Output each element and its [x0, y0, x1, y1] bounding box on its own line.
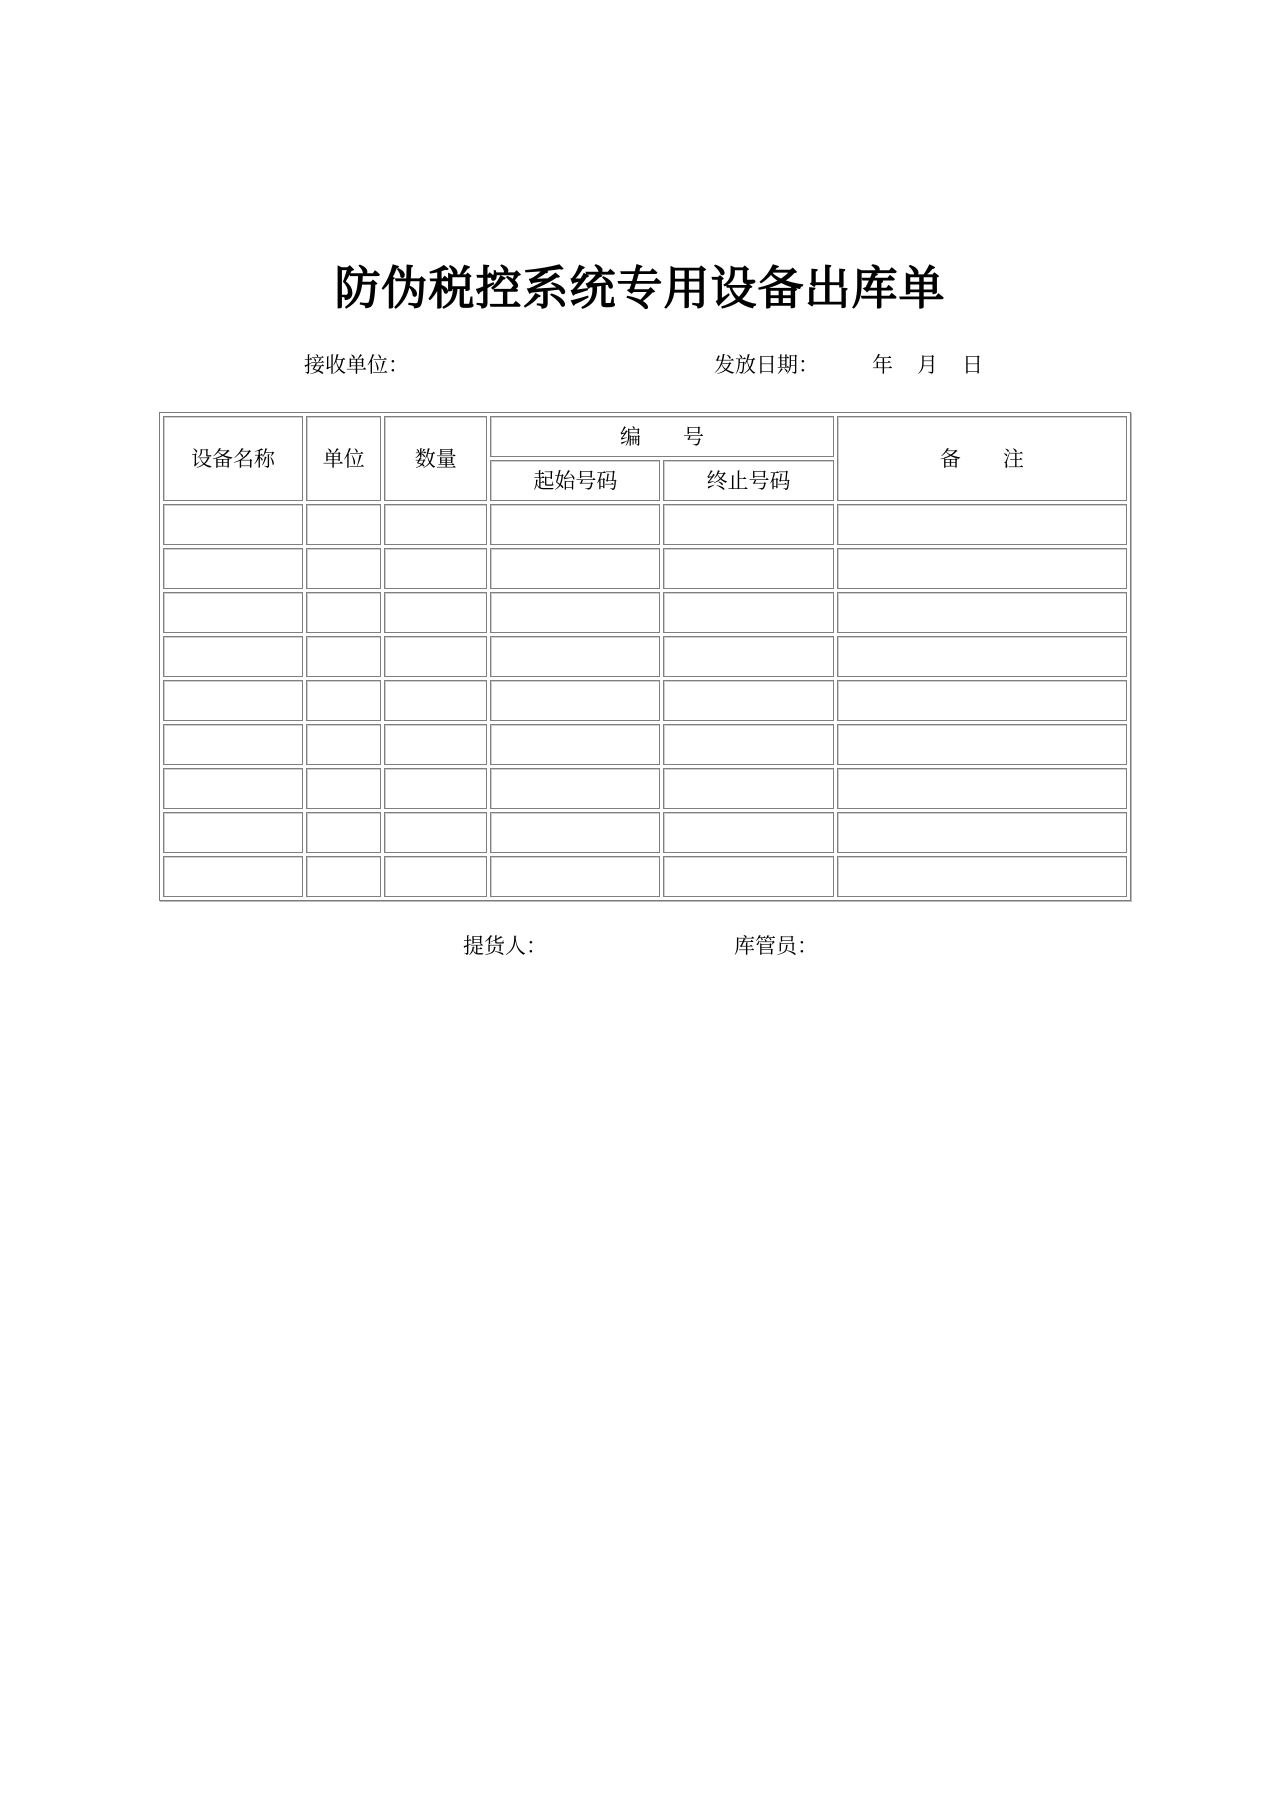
- header-serial-group: 编 号: [490, 416, 833, 457]
- header-quantity: 数量: [384, 416, 487, 501]
- table-row: [163, 768, 1127, 809]
- cell-end-number[interactable]: [663, 636, 833, 677]
- cell-quantity[interactable]: [384, 504, 487, 545]
- cell-remarks[interactable]: [837, 636, 1127, 677]
- cell-device-name[interactable]: [163, 548, 303, 589]
- date-fields: [872, 351, 983, 379]
- cell-unit[interactable]: [306, 680, 381, 721]
- table-row: [163, 636, 1127, 677]
- cell-end-number[interactable]: [663, 504, 833, 545]
- cell-quantity[interactable]: [384, 856, 487, 897]
- cell-start-number[interactable]: [490, 856, 660, 897]
- header-unit: 单位: [306, 416, 381, 501]
- year-label: 年: [872, 353, 893, 377]
- cell-end-number[interactable]: [663, 856, 833, 897]
- cell-unit[interactable]: [306, 724, 381, 765]
- header-remarks: 备 注: [837, 416, 1127, 501]
- cell-remarks[interactable]: [837, 856, 1127, 897]
- cell-end-number[interactable]: [663, 812, 833, 853]
- table-row: [163, 504, 1127, 545]
- cell-unit[interactable]: [306, 856, 381, 897]
- cell-start-number[interactable]: [490, 592, 660, 633]
- cell-quantity[interactable]: [384, 592, 487, 633]
- cell-start-number[interactable]: [490, 812, 660, 853]
- table-row: [163, 856, 1127, 897]
- cell-remarks[interactable]: [837, 548, 1127, 589]
- cell-remarks[interactable]: [837, 504, 1127, 545]
- cell-unit[interactable]: [306, 812, 381, 853]
- cell-remarks[interactable]: [837, 680, 1127, 721]
- table-row: [163, 812, 1127, 853]
- cell-quantity[interactable]: [384, 724, 487, 765]
- cell-end-number[interactable]: [663, 548, 833, 589]
- outbound-form-table: [159, 412, 1131, 901]
- cell-remarks[interactable]: [837, 592, 1127, 633]
- table-row: [163, 548, 1127, 589]
- cell-remarks[interactable]: [837, 812, 1127, 853]
- header-end-number: 终止号码: [663, 460, 833, 501]
- header-device-name: 设备名称: [163, 416, 303, 501]
- table-body: [163, 504, 1127, 897]
- issue-date-label: 发放日期：: [714, 353, 819, 377]
- cell-quantity[interactable]: [384, 636, 487, 677]
- cell-start-number[interactable]: [490, 636, 660, 677]
- cell-device-name[interactable]: [163, 592, 303, 633]
- cell-device-name[interactable]: [163, 856, 303, 897]
- cell-remarks[interactable]: [837, 724, 1127, 765]
- cell-unit[interactable]: [306, 504, 381, 545]
- cell-start-number[interactable]: [490, 504, 660, 545]
- cell-start-number[interactable]: [490, 680, 660, 721]
- cell-unit[interactable]: [306, 636, 381, 677]
- cell-end-number[interactable]: [663, 724, 833, 765]
- cell-remarks[interactable]: [837, 768, 1127, 809]
- cell-device-name[interactable]: [163, 724, 303, 765]
- cell-start-number[interactable]: [490, 768, 660, 809]
- cell-device-name[interactable]: [163, 680, 303, 721]
- table-row: [163, 592, 1127, 633]
- cell-unit[interactable]: [306, 592, 381, 633]
- cell-unit[interactable]: [306, 768, 381, 809]
- cell-end-number[interactable]: [663, 592, 833, 633]
- cell-device-name[interactable]: [163, 504, 303, 545]
- table-row: [163, 724, 1127, 765]
- cell-device-name[interactable]: [163, 768, 303, 809]
- keeper-label: 库管员：: [734, 934, 818, 958]
- cell-quantity[interactable]: [384, 548, 487, 589]
- day-label: 日: [962, 353, 983, 377]
- receiver-label: 接收单位：: [304, 353, 409, 377]
- cell-start-number[interactable]: [490, 548, 660, 589]
- page-title: 防伪税控系统专用设备出库单: [334, 261, 946, 315]
- cell-device-name[interactable]: [163, 636, 303, 677]
- header-start-number: 起始号码: [490, 460, 660, 501]
- cell-quantity[interactable]: [384, 812, 487, 853]
- cell-quantity[interactable]: [384, 768, 487, 809]
- picker-label: 提货人：: [463, 934, 547, 958]
- cell-quantity[interactable]: [384, 680, 487, 721]
- table-row: [163, 680, 1127, 721]
- cell-unit[interactable]: [306, 548, 381, 589]
- cell-end-number[interactable]: [663, 768, 833, 809]
- month-label: 月: [917, 353, 938, 377]
- cell-device-name[interactable]: [163, 812, 303, 853]
- cell-end-number[interactable]: [663, 680, 833, 721]
- table-header-row: [163, 416, 1127, 457]
- cell-start-number[interactable]: [490, 724, 660, 765]
